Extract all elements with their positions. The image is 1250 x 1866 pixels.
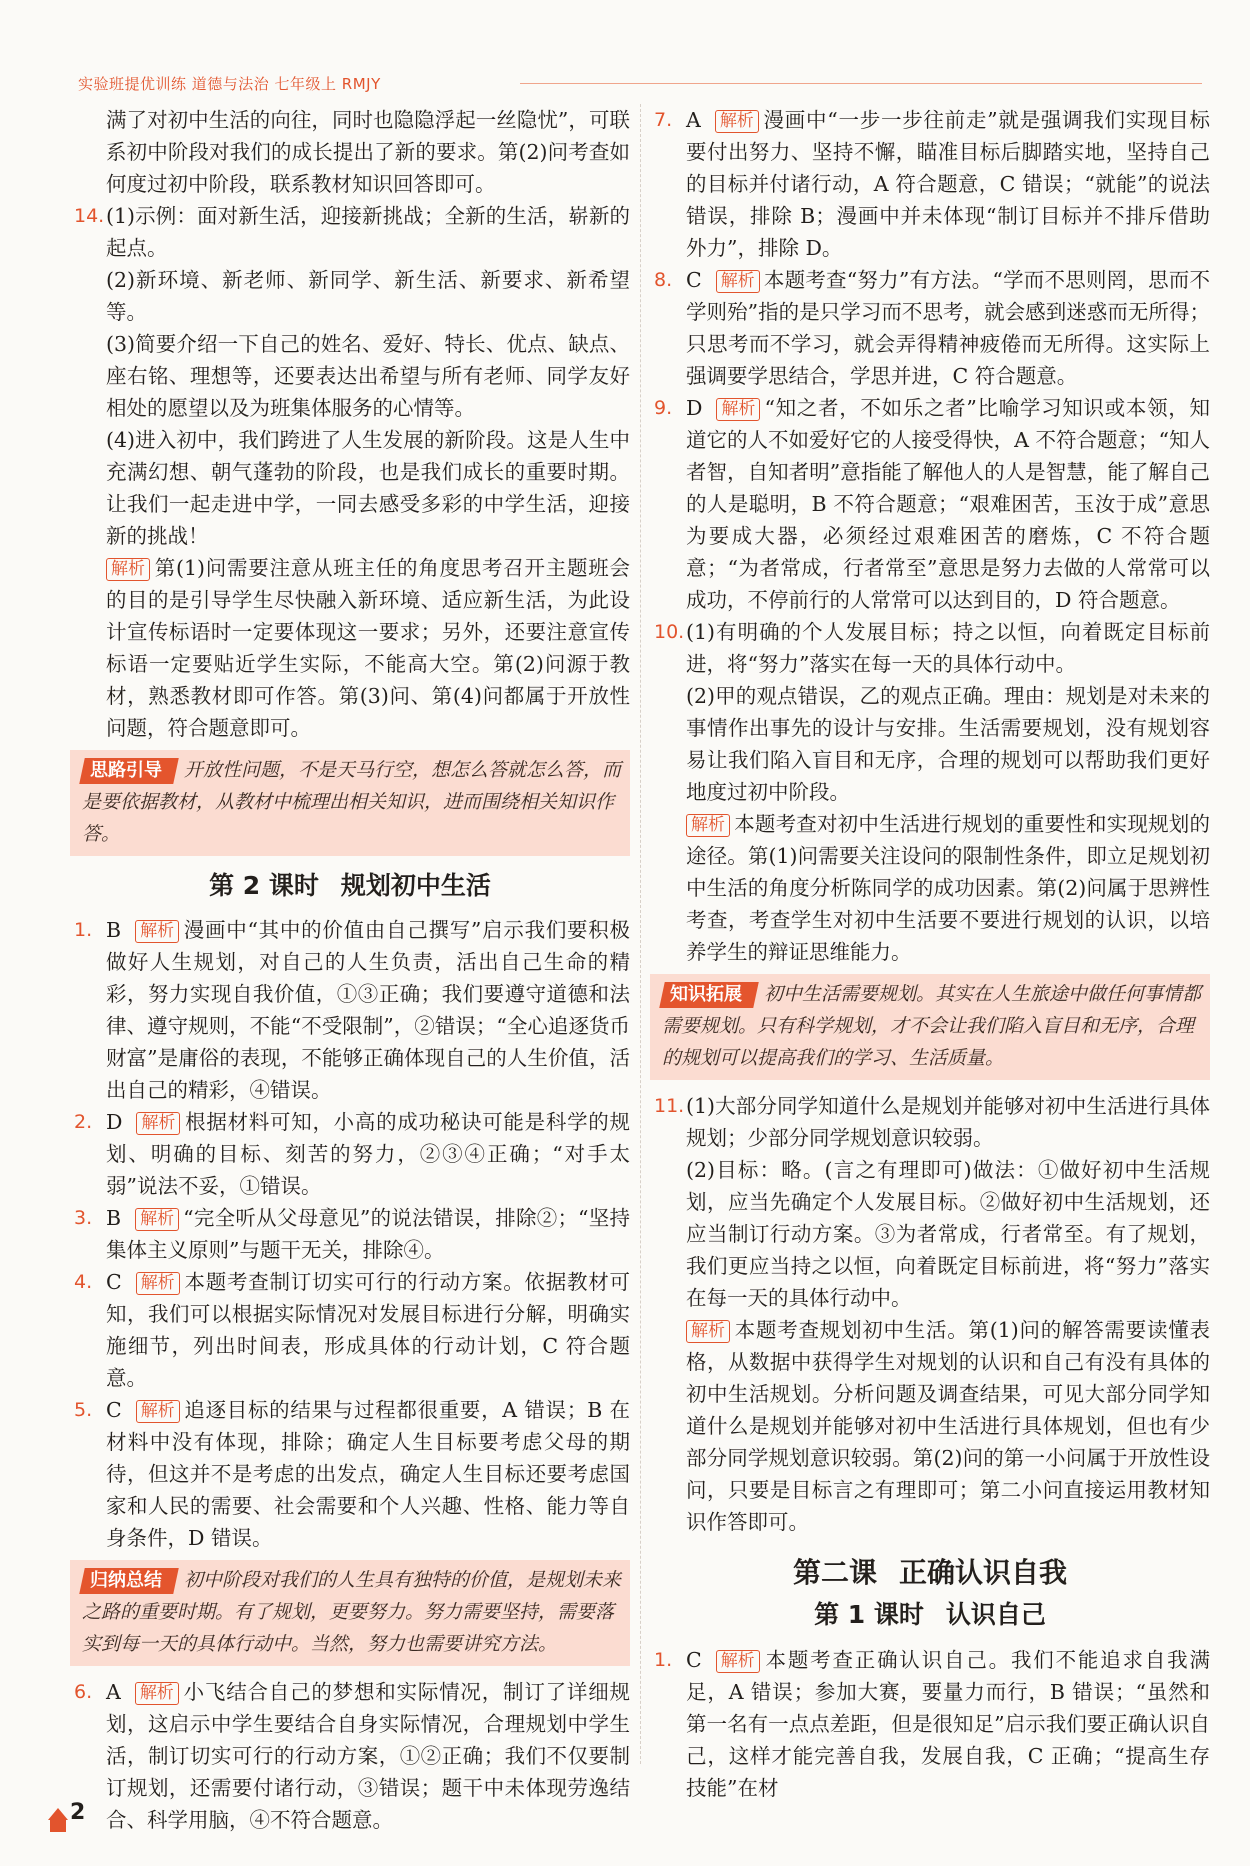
answer-letter: B [106, 1206, 122, 1230]
tip-label: 知识拓展 [659, 982, 759, 1008]
section-heading-lesson-2 [70, 866, 630, 906]
question-number: 9. [654, 397, 673, 419]
answer-letter: D [686, 396, 703, 420]
question-number: 11. [654, 1095, 685, 1117]
page-marker-icon [50, 1820, 66, 1832]
question-9 [650, 392, 1210, 616]
answer-part-2: (2)新环境、新老师、新同学、新生活、新要求、新希望等。 [106, 268, 630, 324]
lesson-title: 规划初中生活 [340, 871, 491, 900]
analysis-tag: 解析 [135, 1208, 179, 1231]
right-column [650, 104, 1210, 1800]
answer-letter: D [106, 1110, 123, 1134]
question-number: 2. [74, 1111, 93, 1133]
question-number: 7. [654, 109, 673, 131]
page-arrow-icon [48, 1808, 68, 1820]
question-number: 10. [654, 621, 685, 643]
continued-answer: 满了对初中生活的向往，同时也隐隐浮起一丝隐忧”，可联系初中阶段对我们的成长提出了新的要求。第(2)问考查如何度过初中阶段，联系教材知识回答即可。 [106, 108, 630, 196]
analysis [686, 808, 1210, 968]
analysis-tag: 解析 [136, 1272, 180, 1295]
left-column [70, 104, 630, 1832]
question-number: 8. [654, 269, 673, 291]
section-heading-chapter-2 [650, 1552, 1210, 1594]
answer-part-1: (1)大部分同学知道什么是规划并能够对初中生活进行具体规划；少部分同学规划意识较弱。 [686, 1094, 1210, 1150]
tip-text: 开放性问题，不是天马行空，想怎么答就怎么答，而是要依据教材，从教材中梳理出相关知识，进而围绕相关知识作答。 [82, 759, 622, 845]
question-8 [650, 264, 1210, 392]
question-number: 1. [654, 1649, 673, 1671]
answer-part-4: (4)进入初中，我们跨进了人生发展的新阶段。这是人生中充满幻想、朝气蓬勃的阶段，也是我们成长的重要时期。让我们一起走进中学，一同去感受多彩的中学生活，迎接新的挑战！ [106, 428, 630, 548]
running-header [78, 73, 1202, 97]
analysis-text: 漫画中“其中的价值由自己撰写”启示我们要积极做好人生规划，对自己的人生负责，活出自己生命的精彩，努力实现自我价值，①③正确；我们要遵守道德和法律、遵守规则，不能“不受限制”，②错误；“全心追逐货币财富”是庸俗的表现，不能够正确体现自己的人生价值，活出自己的精彩，④错误。 [106, 918, 630, 1102]
answer-part-2: (2)目标：略。(言之有理即可)做法：①做好初中生活规划，应当先确定个人发展目标。②做好初中生活规划，还应当制订行动方案。③为者常成，行者常至。有了规划，我们更应当持之以恒，向着既定目标前进，将“努力”落实在每一天的具体行动中。 [686, 1158, 1210, 1310]
analysis-text: 漫画中“一步一步往前走”就是强调我们实现目标要付出努力、坚持不懈，瞄准目标后脚踏实地，坚持自己的目标并付诸行动，A 符合题意，C 错误；“就能”的说法错误，排除 B；漫画中并未体现“制订目标并不排斥借助外力”，排除 D。 [686, 108, 1210, 260]
answer-letter: A [686, 108, 701, 132]
chapter-title: 正确认识自我 [899, 1556, 1068, 1589]
answer-part-1: (1)有明确的个人发展目标；持之以恒，向着既定目标前进，将“努力”落实在每一天的具体行动中。 [686, 620, 1210, 676]
analysis-tag: 解析 [106, 558, 150, 581]
analysis-tag: 解析 [136, 1112, 180, 1135]
header-title: 实验班提优训练 道德与法治 七年级上 RMJY [78, 75, 381, 93]
question-number: 6. [74, 1681, 93, 1703]
analysis-text: 第(1)问需要注意从班主任的角度思考召开主题班会的目的是引导学生尽快融入新环境、适应新生活，为此设计宣传标语时一定要体现这一要求；另外，还要注意宣传标语一定要贴近学生实际，不能高大空。第(2)问源于教材，熟悉教材即可作答。第(3)问、第(4)问都属于开放性问题，符合题意即可。 [106, 556, 630, 740]
answer-letter: A [106, 1680, 121, 1704]
answer-letter: C [106, 1398, 122, 1422]
section-heading-lesson-1 [650, 1596, 1210, 1634]
tip-text: 初中生活需要规划。其实在人生旅途中做任何事情都需要规划。只有科学规划，才不会让我们陷入盲目和无序，合理的规划可以提高我们的学习、生活质量。 [662, 983, 1202, 1069]
question-3 [70, 1202, 630, 1266]
tip-box-knowledge-extension [650, 974, 1210, 1080]
lesson-number: 第 1 课时 [814, 1600, 924, 1629]
analysis [686, 1314, 1210, 1538]
analysis-text: 小飞结合自己的梦想和实际情况，制订了详细规划，这启示中学生要结合自身实际情况，合理规划中学生活，制订切实可行的行动方案，①②正确；我们不仅要制订规划，还需要付诸行动，③错误；题干中未体现劳逸结合、科学用脑，④不符合题意。 [106, 1680, 630, 1832]
answer-letter: C [686, 268, 702, 292]
question-number: 3. [74, 1207, 93, 1229]
column-divider [640, 104, 641, 1764]
analysis-text: 根据材料可知，小高的成功秘诀可能是科学的规划、明确的目标、刻苦的努力，②③④正确；“对手太弱”说法不妥，①错误。 [106, 1110, 630, 1198]
analysis-tag: 解析 [716, 1650, 760, 1673]
page-number: 2 [70, 1800, 86, 1825]
question-14 [70, 200, 630, 744]
analysis-text: 追逐目标的结果与过程都很重要，A 错误；B 在材料中没有体现，排除；确定人生目标要考虑父母的期待，但这并不是考虑的出发点，确定人生目标还要考虑国家和人民的需要、社会需要和个人兴趣、性格、能力等自身条件，D 错误。 [106, 1398, 630, 1550]
question-2 [70, 1106, 630, 1202]
analysis-text: 本题考查规划初中生活。第(1)问的解答需要读懂表格，从数据中获得学生对规划的认识和自己有没有具体的初中生活规划。分析问题及调查结果，可见大部分同学知道什么是规划并能够对初中生活进行具体规划，但也有少部分同学规划意识较弱。第(2)问的第一小问属于开放性设问，只要是目标言之有理即可；第二小问直接运用教材知识作答即可。 [686, 1318, 1210, 1534]
analysis-text: “完全听从父母意见”的说法错误，排除②；“坚持集体主义原则”与题干无关，排除④。 [106, 1206, 630, 1262]
answer-part-1: (1)示例：面对新生活，迎接新挑战；全新的生活，崭新的起点。 [106, 204, 630, 260]
question-1-chapter-2 [650, 1644, 1210, 1804]
analysis-text: “知之者，不如乐之者”比喻学习知识或本领，知道它的人不如爱好它的人接受得快，A 不符合题意；“知人者智，自知者明”意指能了解他人的人是智慧，能了解自己的人是聪明，B 不符合题意；“艰难困苦，玉汝于成”意思为要成大器，必须经过艰难困苦的磨炼，C 不符合题意；“为者常成，行者常至”意思是努力去做的人常常可以成功，不停前行的人常常可以达到目的，D 符合题意。 [686, 396, 1210, 612]
question-number: 1. [74, 919, 93, 941]
analysis-tag: 解析 [135, 920, 179, 943]
analysis-tag: 解析 [136, 1400, 180, 1423]
tip-text: 初中阶段对我们的人生具有独特的价值，是规划未来之路的重要时期。有了规划，更要努力。努力需要坚持，需要落实到每一天的具体行动中。当然，努力也需要讲究方法。 [82, 1569, 622, 1655]
question-4 [70, 1266, 630, 1394]
question-number: 4. [74, 1271, 93, 1293]
question-number: 14. [74, 205, 105, 227]
chapter-number: 第二课 [792, 1556, 877, 1589]
answer-part-3: (3)简要介绍一下自己的姓名、爱好、特长、优点、缺点、座右铭、理想等，还要表达出希望与所有老师、同学友好相处的愿望以及为班集体服务的心情等。 [106, 332, 630, 420]
tip-box-thinking-guide [70, 750, 630, 856]
analysis-tag: 解析 [135, 1682, 179, 1705]
question-11 [650, 1090, 1210, 1538]
question-10 [650, 616, 1210, 968]
question-5 [70, 1394, 630, 1554]
analysis-text: 本题考查“努力”有方法。“学而不思则罔，思而不学则殆”指的是只学习而不思考，就会感到迷惑而无所得；只思考而不学习，就会弄得精神疲倦而无所得。这实际上强调要学思结合，学思并进，C 符合题意。 [686, 268, 1210, 388]
tip-label: 归纳总结 [79, 1568, 179, 1594]
analysis-tag: 解析 [715, 110, 759, 133]
analysis-tag: 解析 [686, 1320, 730, 1343]
question-6 [70, 1676, 630, 1836]
answer-letter: B [106, 918, 122, 942]
lesson-title: 认识自己 [945, 1600, 1046, 1629]
header-rule [520, 83, 1202, 84]
analysis-text: 本题考查正确认识自己。我们不能追求自我满足，A 错误；参加大赛，要量力而行，B 错误；“虽然和第一名有一点点差距，但是很知足”启示我们要正确认识自己，这样才能完善自我，发展自我，C 正确；“提高生存技能”在材 [686, 1648, 1210, 1800]
analysis-tag: 解析 [716, 398, 760, 421]
lesson-number: 第 2 课时 [209, 871, 319, 900]
analysis-tag: 解析 [686, 814, 730, 837]
tip-label: 思路引导 [79, 758, 179, 784]
analysis-text: 本题考查制订切实可行的行动方案。依据教材可知，我们可以根据实际情况对发展目标进行分解，明确实施细节，列出时间表，形成具体的行动计划，C 符合题意。 [106, 1270, 630, 1390]
analysis-tag: 解析 [716, 270, 760, 293]
question-7 [650, 104, 1210, 264]
answer-letter: C [686, 1648, 702, 1672]
tip-box-summary [70, 1560, 630, 1666]
answer-letter: C [106, 1270, 122, 1294]
analysis-text: 本题考查对初中生活进行规划的重要性和实现规划的途径。第(1)问需要关注设问的限制性条件，即立足规划初中生活的角度分析陈同学的成功因素。第(2)问属于思辨性考查，考查学生对初中生活要不要进行规划的认识，以培养学生的辩证思维能力。 [686, 812, 1210, 964]
question-number: 5. [74, 1399, 93, 1421]
question-1 [70, 914, 630, 1106]
analysis [106, 552, 630, 744]
answer-part-2: (2)甲的观点错误，乙的观点正确。理由：规划是对未来的事情作出事先的设计与安排。生活需要规划，没有规划容易让我们陷入盲目和无序，合理的规划可以帮助我们更好地度过初中阶段。 [686, 684, 1210, 804]
